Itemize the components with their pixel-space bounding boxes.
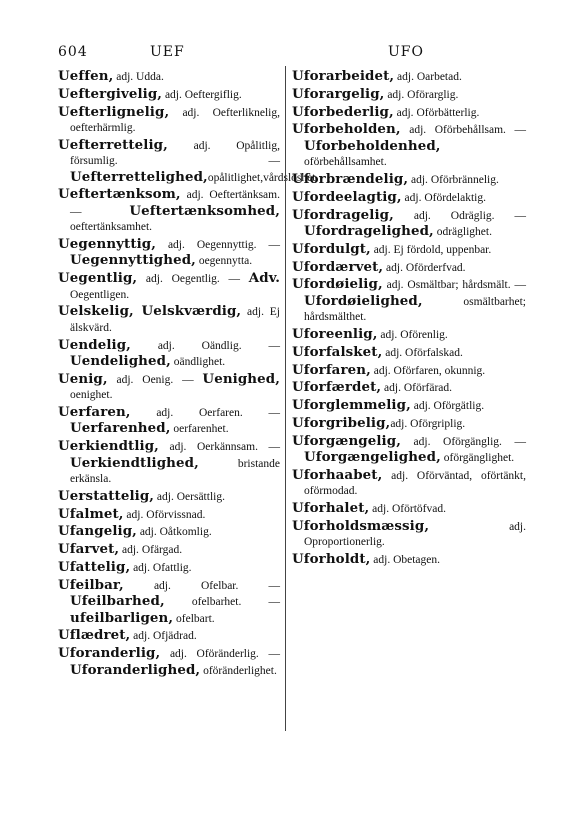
definition: Udda. <box>133 71 164 83</box>
headword: Uforgængelighed, <box>304 449 441 466</box>
headword: Uforbeholden, <box>292 121 401 138</box>
dictionary-entry <box>292 172 526 188</box>
dictionary-entry <box>58 646 280 679</box>
dictionary-entry <box>292 190 526 206</box>
definition: Oarbetad. <box>413 71 462 83</box>
definition: oeftertänksamhet. <box>70 221 153 234</box>
dictionary-entry <box>58 87 280 103</box>
headword: Ufeilbar, <box>58 576 124 593</box>
definition: Oenig. — <box>133 373 203 386</box>
definition: Oeftergiflig. <box>181 88 242 101</box>
right-column <box>292 69 526 570</box>
headword: Ufordeelagtig, <box>292 188 402 205</box>
dictionary-entry <box>292 398 526 414</box>
dictionary-entry <box>292 242 526 258</box>
part-of-speech: adj. <box>390 417 408 430</box>
headword: Uflædret, <box>58 627 131 644</box>
headword: Uforfalsket, <box>292 343 383 360</box>
dictionary-entry <box>292 122 526 170</box>
headword: Uegennyttig, <box>58 236 157 253</box>
part-of-speech: adj. <box>241 306 264 319</box>
part-of-speech: adj. <box>400 435 431 448</box>
headword: Uefterlignelig, <box>58 103 170 120</box>
definition: Oersättlig. <box>173 490 225 503</box>
dictionary-entry <box>292 434 526 467</box>
definition: Osmältbar; hårdsmält. — <box>403 279 526 292</box>
definition: Ofelbar. — <box>170 579 280 592</box>
part-of-speech: adj. <box>383 261 403 274</box>
dictionary-entry <box>58 524 280 540</box>
definition: Oefterliknelig, oefterhärmlig. <box>70 106 280 134</box>
definition: Oförfalskad. <box>402 346 463 359</box>
dictionary-entry <box>292 208 526 241</box>
part-of-speech: adj. <box>394 71 414 83</box>
headword: Uforfærdet, <box>292 379 382 396</box>
part-of-speech: adj. <box>382 279 404 292</box>
definition: Ofjädrad. <box>150 630 197 643</box>
definition: Oeftertänksam. — <box>70 189 280 218</box>
part-of-speech: adj. <box>377 329 398 341</box>
definition: oförgänglighet. <box>440 452 515 465</box>
headword: Uforargelig, <box>292 85 385 102</box>
definition: oändlighet. <box>170 356 226 369</box>
definition: Oproportionerlig. <box>304 536 385 549</box>
definition: Oåtkomlig. <box>156 526 212 539</box>
definition: Obetagen. <box>390 554 441 567</box>
headword: Ufordærvet, <box>292 258 384 275</box>
definition: Oförderfvad. <box>402 261 466 274</box>
headword: Ueffen, <box>58 68 114 84</box>
definition: Oerkännsam. — <box>186 441 280 454</box>
headword: Uforgribelig, <box>292 414 391 431</box>
definition: Oförenlig. <box>397 329 448 341</box>
headword: Ufarvet, <box>58 541 120 558</box>
definition: Oförbrännelig. <box>427 174 499 186</box>
dictionary-entry <box>292 363 526 379</box>
part-of-speech: adj. <box>123 508 144 521</box>
part-of-speech: adj. <box>382 469 409 482</box>
part-of-speech: adj. <box>162 88 182 101</box>
headword: Ufalmet, <box>58 505 124 522</box>
headword: Uenig, <box>58 370 108 387</box>
definition: oerfarenhet. <box>170 423 229 436</box>
dictionary-entry <box>58 237 280 270</box>
definition: Ej älskvärd. <box>70 306 280 334</box>
headword: Uerkiendtlighed, <box>70 454 199 471</box>
dictionary-entry <box>58 105 280 137</box>
definition: Ofärgad. <box>138 544 183 557</box>
part-of-speech: adj. <box>400 124 427 137</box>
dictionary-entry <box>292 380 526 396</box>
definition: Oförarglig. <box>404 88 459 101</box>
left-guide-word: UEF <box>150 44 185 60</box>
headword: Uforanderlig, <box>58 645 161 662</box>
part-of-speech: adj. <box>160 648 187 661</box>
headword: Uendelighed, <box>70 353 171 370</box>
definition: Oerfaren. — <box>173 407 280 420</box>
right-guide-word: UFO <box>388 44 424 60</box>
headword: Uegentlig, <box>58 270 138 287</box>
definition: ofelbart. <box>173 612 215 625</box>
definition: Oegentligen. <box>70 288 130 301</box>
headword: Uendelig, <box>58 336 131 353</box>
headword: Ufordøielighed, <box>304 292 423 309</box>
dictionary-entry <box>292 327 526 343</box>
definition: Oförfärad. <box>400 382 453 395</box>
definition: Oförfaren, okunnig. <box>390 364 486 377</box>
dictionary-entry <box>58 136 319 186</box>
dictionary-entry <box>58 271 280 303</box>
definition: oförbehållsamhet. <box>304 156 387 169</box>
headword: ufeilbarligen, <box>70 609 174 626</box>
part-of-speech: adj. <box>137 273 163 286</box>
definition: odräglighet. <box>433 226 492 238</box>
running-header <box>58 44 538 64</box>
headword: Uforfaren, <box>292 361 371 378</box>
definition: Oförtöfvad. <box>389 503 446 516</box>
part-of-speech: adj. <box>130 339 175 352</box>
dictionary-entry <box>292 552 526 568</box>
part-of-speech: adj. <box>381 382 401 395</box>
definition: bristande erkänsla. <box>70 457 280 486</box>
part-of-speech: adj. <box>169 106 200 119</box>
definition: ofelbarhet. — <box>164 596 280 609</box>
part-of-speech: adj. <box>382 346 403 359</box>
dictionary-entry <box>292 105 526 121</box>
dictionary-entry <box>58 372 280 404</box>
headword: Uforbrændelig, <box>292 171 409 187</box>
part-of-speech: adj. <box>393 106 414 119</box>
part-of-speech: adj. <box>158 441 187 454</box>
part-of-speech: adj. <box>370 554 391 567</box>
headword: Ueftertænksomhed, <box>129 202 280 219</box>
headword: Uforholdt, <box>292 551 371 568</box>
dictionary-entry <box>292 519 526 551</box>
definition: Oförgriplig. <box>407 417 466 430</box>
definition: Oegennyttig. — <box>184 239 280 252</box>
part-of-speech: adj. <box>119 544 139 557</box>
definition: Ej fördold, uppenbar. <box>390 243 492 256</box>
definition: Oförbätterlig. <box>413 106 480 119</box>
dictionary-entry <box>58 338 280 371</box>
part-of-speech: adj. <box>123 579 171 592</box>
part-of-speech: adj. <box>130 630 151 643</box>
definition: Oföränderlig. — <box>186 648 280 661</box>
headword: Uforholdsmæssig, <box>292 517 430 534</box>
definition: Oförgänglig. — <box>430 435 526 448</box>
dictionary-entry <box>292 468 526 500</box>
part-of-speech: adj. <box>130 562 151 575</box>
headword: Uerkiendtlig, <box>58 438 159 455</box>
part-of-speech: adj. <box>384 88 405 101</box>
definition: osmältbarhet; hårdsmälthet. <box>304 295 526 324</box>
part-of-speech: adj. <box>154 490 174 503</box>
part-of-speech: adj. <box>401 191 422 204</box>
headword: Ufordragelighed, <box>304 223 434 239</box>
headword: Uefterrettelighed, <box>70 168 208 185</box>
headword: Uforbederlig, <box>292 103 394 120</box>
definition: Ofattlig. <box>150 562 192 575</box>
headword: Uerfaren, <box>58 404 131 421</box>
headword: Uforeenlig, <box>292 326 378 342</box>
dictionary-entry <box>58 560 280 576</box>
definition: Oändlig. — <box>174 339 280 352</box>
dictionary-entry <box>292 87 526 103</box>
headword: Uforarbeidet, <box>292 68 395 84</box>
part-of-speech: adj. <box>167 139 211 152</box>
definition: opålitlighet,vårdslöshet. <box>207 171 319 184</box>
dictionary-entry <box>58 489 280 505</box>
headword: Uelskelig, Uelskværdig, <box>58 303 242 320</box>
headword: Ufangelig, <box>58 523 137 540</box>
headword: Uegennyttighed, <box>70 252 196 269</box>
headword: Ufordragelig, <box>292 206 394 223</box>
part-of-speech: adj. <box>410 400 431 413</box>
headword: Ueftergivelig, <box>58 85 163 102</box>
dictionary-entry <box>58 405 280 438</box>
page-number: 604 <box>58 44 88 60</box>
dictionary-entry <box>58 187 280 235</box>
definition: Ofördelaktig. <box>421 191 486 204</box>
definition: Odräglig. — <box>430 209 526 222</box>
headword: Uenighed, <box>202 370 280 387</box>
dictionary-entry <box>58 628 280 644</box>
headword: Ufeilbarhed, <box>70 593 165 610</box>
headword: Adv. <box>248 270 280 287</box>
part-of-speech: adj. <box>156 239 185 252</box>
dictionary-entry <box>58 69 280 85</box>
dictionary-entry <box>58 304 280 336</box>
headword: Ueftertænksom, <box>58 186 181 203</box>
definition: Oegentlig. — <box>162 273 249 286</box>
headword: Uforglemmelig, <box>292 397 411 414</box>
headword: Uerstattelig, <box>58 487 155 504</box>
headword: Uforanderlighed, <box>70 661 201 678</box>
part-of-speech: adj. <box>107 373 134 386</box>
headword: Uforbeholdenhed, <box>304 137 441 154</box>
part-of-speech: adj. <box>136 526 157 539</box>
dictionary-entry <box>292 69 526 85</box>
dictionary-entry <box>292 501 526 517</box>
dictionary-entry <box>58 542 280 558</box>
column-divider <box>285 66 286 731</box>
part-of-speech: adj. <box>113 71 134 83</box>
headword: Ufordøielig, <box>292 276 383 293</box>
definition: oföränderlighet. <box>200 664 277 677</box>
part-of-speech: adj. <box>370 243 391 256</box>
part-of-speech: adj. <box>130 407 174 420</box>
dictionary-entry <box>58 439 280 487</box>
dictionary-entry <box>58 507 280 523</box>
dictionary-entry <box>58 578 280 627</box>
part-of-speech: adj. <box>369 503 390 516</box>
headword: Ufattelig, <box>58 559 131 576</box>
headword: Uforgængelig, <box>292 432 401 449</box>
part-of-speech: adj. <box>180 189 204 202</box>
dictionary-entry <box>292 416 526 432</box>
definition: Oförvissnad. <box>143 508 206 521</box>
definition: Oförbehållsam. — <box>426 124 526 137</box>
definition: oenighet. <box>70 389 113 402</box>
left-column <box>58 68 319 680</box>
part-of-speech: adj. <box>408 174 428 186</box>
part-of-speech: adj. <box>370 364 391 377</box>
definition: Opålitlig, försumlig. — <box>70 139 280 168</box>
headword: Uforhalet, <box>292 500 370 517</box>
definition: oegennytta. <box>195 255 253 268</box>
part-of-speech: adj. <box>429 520 526 533</box>
dictionary-entry <box>292 277 526 325</box>
headword: Uefterrettelig, <box>58 136 168 153</box>
definition: Oförväntad, oförtänkt, oförmodad. <box>304 469 526 498</box>
dictionary-entry <box>292 260 526 276</box>
headword: Uerfarenhed, <box>70 420 171 437</box>
definition: Oförgätlig. <box>430 400 485 413</box>
headword: Ufordulgt, <box>292 240 371 257</box>
part-of-speech: adj. <box>393 209 431 222</box>
headword: Uforhaabet, <box>292 466 383 483</box>
dictionary-entry <box>292 345 526 361</box>
